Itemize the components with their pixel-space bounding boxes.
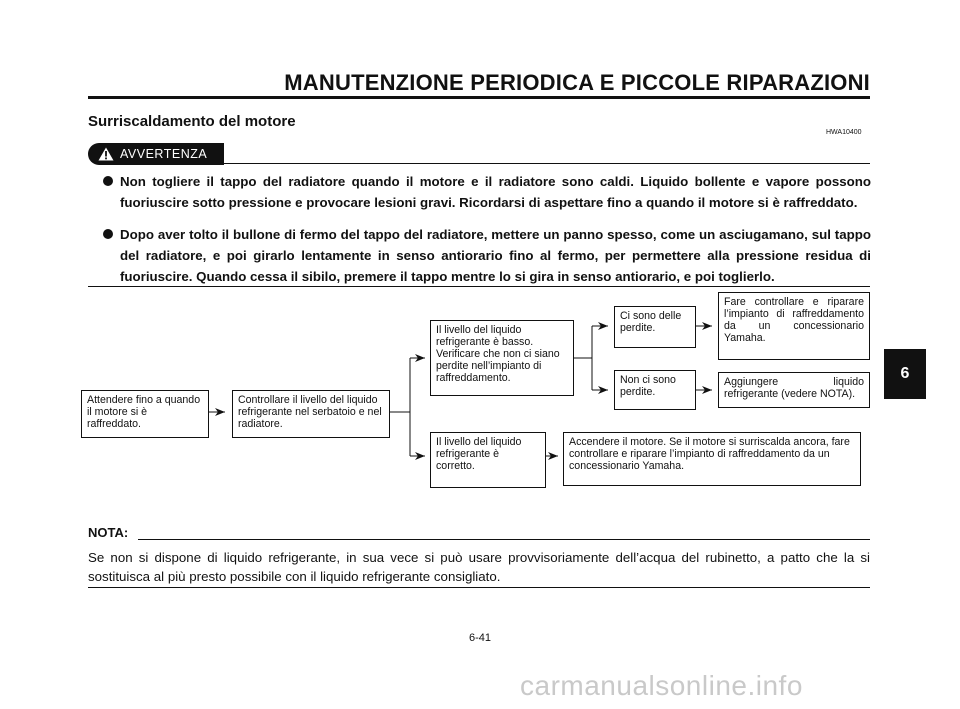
flow-box-level-low: Il livello del liquido refrigerante è basso. Verificare che non ci siano perdite nell’impianto di raffreddamento.	[430, 320, 574, 396]
flow-box-repair: Fare controllare e riparare l’impianto di raffreddamento da un concessionario Yamaha.	[718, 292, 870, 360]
watermark: carmanualsonline.info	[520, 670, 803, 701]
note-label: NOTA:	[88, 525, 129, 540]
flow-box-wait: Attendere fino a quando il motore si è raffreddato.	[81, 390, 209, 438]
page-header-title: MANUTENZIONE PERIODICA E PICCOLE RIPARAZIONI	[284, 70, 870, 95]
section-title: Surriscaldamento del motore	[88, 113, 296, 130]
note-end-rule	[88, 587, 870, 588]
flow-box-level-ok: Il livello del liquido refrigerante è corretto.	[430, 432, 546, 488]
flow-box-add-coolant: Aggiungere liquido refrigerante (vedere NOTA).	[718, 372, 870, 408]
flow-box-no-leaks: Non ci sono perdite.	[614, 370, 696, 410]
warning-bullet-text: Non togliere il tappo del radiatore quando il motore e il radiatore sono caldi. Liquido bollente e vapore possono fuoriuscire sotto pressione e provocare lesioni gravi. Ricordarsi di aspettare fino a quando il motore si è raffreddato.	[120, 174, 871, 210]
note-text: Se non si dispone di liquido refrigerante, in sua vece si può usare provvisoriamente dell’acqua del rubinetto, a patto che la si sostituisca al più presto possibile con il liquido refrigerante consigliato.	[88, 550, 870, 584]
page-number: 6-41	[468, 632, 492, 644]
flow-box-start-engine: Accendere il motore. Se il motore si surriscalda ancora, fare controllare e riparare l’impianto di raffreddamento da un concessionario Yamaha.	[563, 432, 861, 486]
flow-box-leaks: Ci sono delle perdite.	[614, 306, 696, 348]
warning-label: AVVERTENZA	[120, 147, 208, 161]
note-rule	[138, 539, 870, 540]
document-code: HWA10400	[826, 129, 862, 136]
chapter-tab: 6	[884, 349, 926, 399]
warning-bullet-text: Dopo aver tolto il bullone di fermo del tappo del radiatore, mettere un panno spesso, come un asciugamano, sul tappo del radiatore, e poi girarlo lentamente in senso antiorario fino al fermo, per permettere alla pressione residua di fuoriuscire. Quando cessa il sibilo, premere il tappo mentre lo si gira in senso antiorario, e poi toglierlo.	[120, 227, 871, 284]
flow-box-check-level: Controllare il livello del liquido refrigerante nel serbatoio e nel radiatore.	[232, 390, 390, 438]
